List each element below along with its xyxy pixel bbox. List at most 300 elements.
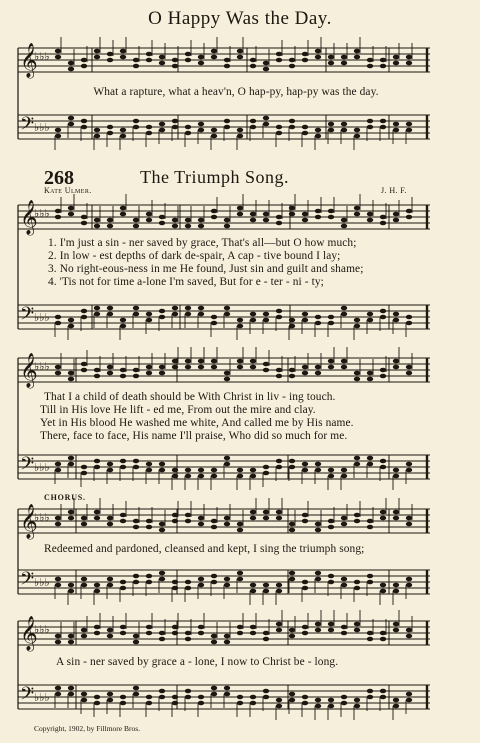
note-head <box>289 374 295 379</box>
note-head <box>81 692 87 697</box>
note-head <box>185 131 191 136</box>
note-head <box>107 224 113 229</box>
key-signature-icon: ♭♭♭ <box>34 311 50 324</box>
note-head <box>133 519 139 524</box>
note-head <box>211 315 217 320</box>
note-head <box>302 586 308 591</box>
note-head <box>198 474 204 479</box>
note-head <box>172 580 178 585</box>
note-head <box>68 116 74 121</box>
note-head <box>302 695 308 700</box>
note-head <box>289 125 295 130</box>
note-head <box>55 128 61 133</box>
note-head <box>224 634 230 639</box>
note-head <box>81 64 87 69</box>
note-head <box>224 686 230 691</box>
note-head <box>172 359 178 364</box>
note-head <box>315 528 321 533</box>
note-head <box>55 692 61 697</box>
note-head <box>341 312 347 317</box>
note-head <box>367 119 373 124</box>
note-head <box>302 52 308 57</box>
note-head <box>289 522 295 527</box>
note-head <box>211 692 217 697</box>
note-head <box>94 306 100 311</box>
note-head <box>198 468 204 473</box>
note-head <box>185 637 191 642</box>
note-head <box>224 371 230 376</box>
note-head <box>237 625 243 630</box>
note-head <box>107 365 113 370</box>
note-head <box>107 125 113 130</box>
treble-clef-icon: 𝄞 <box>20 200 38 235</box>
note-head <box>172 625 178 630</box>
note-head <box>198 516 204 521</box>
note-head <box>94 312 100 317</box>
note-head <box>159 122 165 127</box>
note-head <box>406 315 412 320</box>
note-head <box>120 206 126 211</box>
note-head <box>263 637 269 642</box>
note-head <box>237 206 243 211</box>
note-head <box>133 64 139 69</box>
copyright-notice: Copyright, 1902, by Fillmore Bros. <box>34 724 141 733</box>
note-head <box>211 574 217 579</box>
lyric-line: What a rapture, what a heav'n, O hap-py, hap-py was the day. <box>93 86 379 98</box>
note-head <box>367 318 373 323</box>
note-head <box>354 704 360 709</box>
note-head <box>68 377 74 382</box>
note-head <box>341 224 347 229</box>
note-head <box>120 374 126 379</box>
chorus-line-1: Redeemed and pardoned, cleansed and kept, I sing the triumph song; <box>44 543 365 555</box>
note-head <box>250 318 256 323</box>
note-head <box>354 49 360 54</box>
note-head <box>172 468 178 473</box>
note-head <box>146 695 152 700</box>
note-head <box>315 468 321 473</box>
note-head <box>263 122 269 127</box>
hymn-number: 268 <box>44 167 74 189</box>
note-head <box>185 631 191 636</box>
note-head <box>393 510 399 515</box>
note-head <box>146 525 152 530</box>
note-head <box>224 377 230 382</box>
note-head <box>68 516 74 521</box>
note-head <box>94 374 100 379</box>
note-head <box>55 134 61 139</box>
treble-clef-icon: 𝄞 <box>20 353 38 388</box>
note-head <box>146 318 152 323</box>
note-head <box>55 55 61 60</box>
note-head <box>185 689 191 694</box>
note-head <box>263 67 269 72</box>
note-head <box>120 212 126 217</box>
note-head <box>406 55 412 60</box>
note-head <box>211 474 217 479</box>
note-head <box>315 128 321 133</box>
note-head <box>120 49 126 54</box>
note-head <box>393 218 399 223</box>
note-head <box>276 52 282 57</box>
note-head <box>276 309 282 314</box>
note-head <box>146 58 152 63</box>
note-head <box>289 58 295 63</box>
note-head <box>289 692 295 697</box>
note-head <box>107 131 113 136</box>
note-head <box>133 119 139 124</box>
note-head <box>172 312 178 317</box>
note-head <box>172 119 178 124</box>
note-head <box>81 577 87 582</box>
note-head <box>315 571 321 576</box>
note-head <box>146 125 152 130</box>
key-signature-icon: ♭♭♭ <box>34 207 50 220</box>
note-head <box>120 519 126 524</box>
note-head <box>328 580 334 585</box>
note-head <box>328 315 334 320</box>
note-head <box>276 510 282 515</box>
note-head <box>341 583 347 588</box>
note-head <box>393 589 399 594</box>
note-head <box>250 583 256 588</box>
note-head <box>185 468 191 473</box>
note-head <box>276 215 282 220</box>
note-head <box>302 312 308 317</box>
note-head <box>367 689 373 694</box>
note-head <box>393 474 399 479</box>
note-head <box>250 218 256 223</box>
note-head <box>224 312 230 317</box>
note-head <box>55 365 61 370</box>
note-head <box>237 324 243 329</box>
note-head <box>315 315 321 320</box>
note-head <box>107 306 113 311</box>
note-head <box>198 306 204 311</box>
note-head <box>159 309 165 314</box>
note-head <box>367 580 373 585</box>
note-head <box>185 218 191 223</box>
note-head <box>354 371 360 376</box>
note-head <box>341 128 347 133</box>
note-head <box>185 312 191 317</box>
note-head <box>263 583 269 588</box>
note-head <box>380 695 386 700</box>
note-head <box>237 631 243 636</box>
note-head <box>367 58 373 63</box>
note-head <box>250 125 256 130</box>
note-head <box>120 128 126 133</box>
bass-clef-icon: 𝄢 <box>20 684 35 709</box>
note-head <box>354 128 360 133</box>
note-head <box>107 371 113 376</box>
note-head <box>120 625 126 630</box>
verse-1-line-1: 1. I'm just a sin - ner saved by grace, That's all—but O how much; <box>48 237 357 249</box>
note-head <box>94 510 100 515</box>
note-head <box>133 374 139 379</box>
note-head <box>185 474 191 479</box>
bass-clef-icon: 𝄢 <box>20 114 35 139</box>
note-head <box>315 704 321 709</box>
note-head <box>68 206 74 211</box>
key-signature-icon: ♭♭♭ <box>34 461 50 474</box>
key-signature-icon: ♭♭♭ <box>34 50 50 63</box>
note-head <box>250 119 256 124</box>
note-head <box>393 468 399 473</box>
note-head <box>328 519 334 524</box>
note-head <box>120 55 126 60</box>
note-head <box>81 698 87 703</box>
note-head <box>289 698 295 703</box>
note-head <box>354 698 360 703</box>
note-head <box>393 365 399 370</box>
note-head <box>159 522 165 527</box>
note-head <box>250 64 256 69</box>
note-head <box>237 571 243 576</box>
hymn-title: The Triumph Song. <box>140 167 290 187</box>
note-head <box>198 701 204 706</box>
note-head <box>198 625 204 630</box>
note-head <box>211 55 217 60</box>
note-head <box>172 224 178 229</box>
note-head <box>250 695 256 700</box>
note-head <box>133 58 139 63</box>
note-head <box>107 634 113 639</box>
note-head <box>289 571 295 576</box>
note-head <box>81 221 87 226</box>
note-head <box>328 698 334 703</box>
note-head <box>367 519 373 524</box>
key-signature-icon: ♭♭♭ <box>34 691 50 704</box>
note-head <box>68 640 74 645</box>
note-head <box>237 695 243 700</box>
note-head <box>68 324 74 329</box>
note-head <box>146 212 152 217</box>
note-head <box>81 628 87 633</box>
note-head <box>224 125 230 130</box>
note-head <box>120 513 126 518</box>
note-head <box>263 589 269 594</box>
note-head <box>367 574 373 579</box>
note-head <box>159 365 165 370</box>
note-head <box>198 522 204 527</box>
note-head <box>211 634 217 639</box>
note-head <box>237 49 243 54</box>
note-head <box>302 125 308 130</box>
note-head <box>237 359 243 364</box>
note-head <box>341 631 347 636</box>
note-head <box>315 698 321 703</box>
note-head <box>107 218 113 223</box>
note-head <box>315 577 321 582</box>
note-head <box>94 128 100 133</box>
note-head <box>159 637 165 642</box>
note-head <box>107 468 113 473</box>
note-head <box>276 622 282 627</box>
note-head <box>393 212 399 217</box>
note-head <box>367 125 373 130</box>
note-head <box>120 465 126 470</box>
note-head <box>354 318 360 323</box>
note-head <box>146 131 152 136</box>
note-head <box>393 312 399 317</box>
note-head <box>250 631 256 636</box>
note-head <box>406 583 412 588</box>
note-head <box>341 522 347 527</box>
note-head <box>211 686 217 691</box>
note-head <box>159 577 165 582</box>
note-head <box>341 474 347 479</box>
note-head <box>380 58 386 63</box>
note-head <box>250 468 256 473</box>
note-head <box>94 55 100 60</box>
note-head <box>380 583 386 588</box>
note-head <box>185 224 191 229</box>
note-head <box>211 49 217 54</box>
note-head <box>172 701 178 706</box>
note-head <box>224 218 230 223</box>
note-head <box>146 462 152 467</box>
note-head <box>107 516 113 521</box>
note-head <box>107 583 113 588</box>
note-head <box>120 701 126 706</box>
note-head <box>107 522 113 527</box>
note-head <box>68 371 74 376</box>
note-head <box>354 377 360 382</box>
note-head <box>146 52 152 57</box>
note-head <box>328 525 334 530</box>
note-head <box>172 125 178 130</box>
note-head <box>276 368 282 373</box>
note-head <box>367 377 373 382</box>
note-head <box>211 215 217 220</box>
note-head <box>380 374 386 379</box>
note-head <box>315 321 321 326</box>
note-head <box>198 577 204 582</box>
note-head <box>172 513 178 518</box>
note-head <box>211 134 217 139</box>
note-head <box>120 459 126 464</box>
note-head <box>81 471 87 476</box>
note-head <box>341 468 347 473</box>
note-head <box>81 465 87 470</box>
note-head <box>94 368 100 373</box>
note-head <box>55 209 61 214</box>
note-head <box>94 695 100 700</box>
note-head <box>380 309 386 314</box>
note-head <box>328 365 334 370</box>
note-head <box>81 362 87 367</box>
note-head <box>133 465 139 470</box>
note-head <box>250 359 256 364</box>
note-head <box>328 55 334 60</box>
note-head <box>68 318 74 323</box>
note-head <box>341 577 347 582</box>
note-head <box>263 631 269 636</box>
note-head <box>341 701 347 706</box>
note-head <box>224 224 230 229</box>
note-head <box>289 64 295 69</box>
note-head <box>198 224 204 229</box>
note-head <box>315 49 321 54</box>
note-head <box>81 125 87 130</box>
key-signature-icon: ♭♭♭ <box>34 576 50 589</box>
note-head <box>159 215 165 220</box>
bass-clef-icon: 𝄢 <box>20 454 35 479</box>
note-head <box>276 315 282 320</box>
note-head <box>237 365 243 370</box>
note-head <box>172 64 178 69</box>
note-head <box>406 522 412 527</box>
note-head <box>393 55 399 60</box>
note-head <box>302 580 308 585</box>
note-head <box>211 525 217 530</box>
note-head <box>263 516 269 521</box>
note-head <box>354 456 360 461</box>
note-head <box>250 212 256 217</box>
note-head <box>315 628 321 633</box>
note-head <box>211 365 217 370</box>
note-head <box>302 519 308 524</box>
note-head <box>68 456 74 461</box>
note-head <box>380 215 386 220</box>
note-head <box>237 701 243 706</box>
note-head <box>224 522 230 527</box>
note-head <box>250 625 256 630</box>
note-head <box>406 128 412 133</box>
note-head <box>302 365 308 370</box>
note-head <box>146 519 152 524</box>
note-head <box>185 695 191 700</box>
note-head <box>133 459 139 464</box>
note-head <box>120 580 126 585</box>
note-head <box>68 122 74 127</box>
note-head <box>367 637 373 642</box>
note-head <box>328 628 334 633</box>
note-head <box>276 465 282 470</box>
note-head <box>380 125 386 130</box>
note-head <box>380 637 386 642</box>
note-head <box>120 631 126 636</box>
note-head <box>198 128 204 133</box>
note-head <box>367 212 373 217</box>
note-head <box>133 692 139 697</box>
note-head <box>146 218 152 223</box>
note-head <box>341 695 347 700</box>
note-head <box>81 309 87 314</box>
note-head <box>94 583 100 588</box>
note-head <box>133 306 139 311</box>
note-head <box>328 128 334 133</box>
note-head <box>185 586 191 591</box>
note-head <box>211 468 217 473</box>
note-head <box>107 698 113 703</box>
note-head <box>263 465 269 470</box>
note-head <box>237 134 243 139</box>
note-head <box>354 324 360 329</box>
note-head <box>380 516 386 521</box>
note-head <box>354 513 360 518</box>
note-head <box>276 125 282 130</box>
note-head <box>81 583 87 588</box>
note-head <box>315 215 321 220</box>
note-head <box>198 365 204 370</box>
note-head <box>224 119 230 124</box>
note-head <box>302 131 308 136</box>
note-head <box>133 525 139 530</box>
note-head <box>133 312 139 317</box>
note-head <box>367 462 373 467</box>
